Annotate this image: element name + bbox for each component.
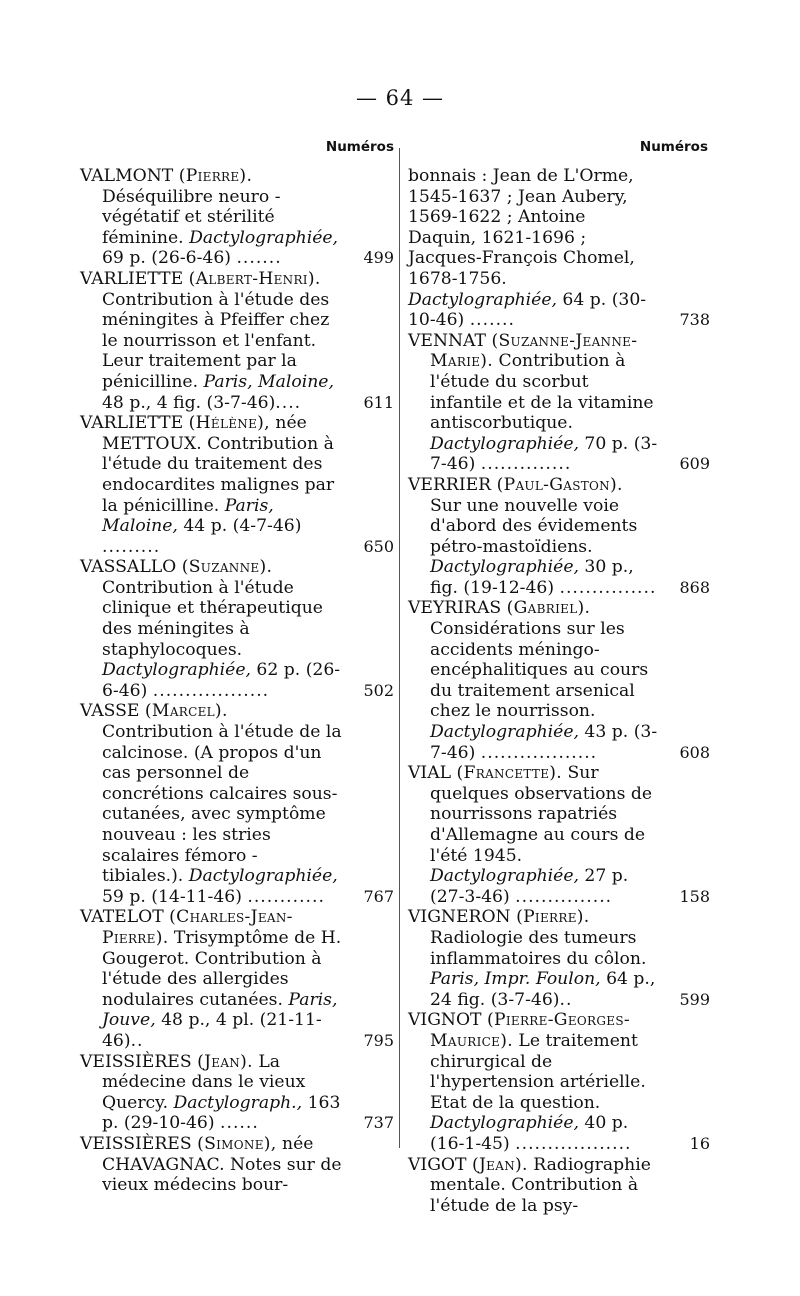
- leader-dots: ...............: [515, 886, 613, 907]
- thesis-entry: [408, 763, 708, 907]
- author-given-name: (Marcel).: [144, 701, 228, 722]
- author-given-name: (Francette).: [456, 763, 563, 784]
- leader-dots: ...............: [559, 577, 657, 598]
- thesis-details: 64 p. (30-10-46): [408, 289, 647, 331]
- publication-info: Paris, Maloine,: [203, 371, 334, 392]
- leader-dots: ..............: [480, 454, 572, 475]
- leader-dots: ......: [220, 1113, 259, 1134]
- publication-info: Paris, Jouve,: [102, 989, 338, 1031]
- thesis-details: 48 p., 4 fig. (3-7-46): [102, 392, 276, 413]
- thesis-entry: [408, 475, 708, 599]
- publication-info: Paris, Maloine,: [102, 495, 274, 537]
- author-given-name: (Paul-Gaston).: [496, 474, 623, 495]
- thesis-details: 69 p. (26-6-46): [102, 248, 237, 269]
- thesis-entry: [408, 1155, 708, 1217]
- publication-info: Dactylographiée,: [430, 433, 579, 454]
- author-given-name: (Hélène),: [188, 413, 270, 434]
- thesis-number: 158: [679, 886, 710, 906]
- thesis-title: Radiologie des tumeurs inflammatoires du côlon.: [430, 927, 647, 969]
- author-surname: VATELOT: [80, 907, 164, 928]
- author-surname: VIGNERON: [408, 907, 511, 928]
- column-divider: [399, 148, 400, 1148]
- thesis-title: Trisymptôme de H. Gougerot. Contribution à l'étude des allergides nodulaires cutanées.: [102, 927, 342, 1010]
- author-surname: VEISSIÈRES: [80, 1051, 192, 1072]
- publication-info: Dactylographiée,: [102, 660, 251, 681]
- thesis-title: Contribution à l'étude des méningites à Pfeiffer chez le nourrisson et l'enfant. Leur traitement par la pénicilline.: [102, 289, 330, 392]
- thesis-entry: [408, 1010, 708, 1154]
- thesis-number: 650: [363, 536, 394, 556]
- leader-dots: ..: [559, 989, 573, 1010]
- thesis-number: 868: [679, 577, 710, 597]
- thesis-number: 738: [679, 310, 710, 330]
- thesis-entry: [408, 331, 708, 475]
- leader-dots: .........: [102, 536, 161, 557]
- publication-info: Paris, Impr. Foulon,: [430, 969, 601, 990]
- thesis-title: Considérations sur les accidents méningo-encéphalitiques au cours du traitement arsenical chez le nourrisson.: [430, 619, 649, 722]
- thesis-entry: [80, 1052, 394, 1134]
- thesis-entry: [80, 1134, 394, 1196]
- publication-info: Dactylographiée,: [430, 722, 579, 743]
- thesis-title: bonnais : Jean de L'Orme, 1545-1637 ; Jean Aubery, 1569-1622 ; Antoine Daquin, 1621-1696 ; Jacques-François Chomel, 1678-1756.: [408, 166, 635, 289]
- thesis-number: 502: [363, 680, 394, 700]
- thesis-details: 59 p. (14-11-46): [102, 886, 248, 907]
- thesis-details: 40 p. (16-1-45): [430, 1113, 629, 1154]
- author-surname: VENNAT: [408, 330, 486, 351]
- thesis-number: 16: [689, 1133, 710, 1153]
- numeros-header: Numéros: [325, 139, 394, 155]
- thesis-entry: [80, 269, 394, 413]
- author-surname: VEISSIÈRES: [80, 1133, 192, 1154]
- author-given-name: (Suzanne-Jeanne-Marie).: [430, 330, 638, 372]
- thesis-number: 737: [363, 1113, 394, 1133]
- thesis-number: 599: [679, 989, 710, 1009]
- author-surname: VEYRIRAS: [408, 598, 502, 619]
- author-given-name: (Pierre).: [178, 166, 253, 186]
- publication-info: Dactylographiée,: [430, 866, 579, 887]
- leader-dots: ..: [130, 1030, 144, 1051]
- thesis-entry: [80, 907, 394, 1051]
- entry-list: [408, 166, 708, 1216]
- publication-info: Dactylographiée,: [188, 866, 338, 887]
- author-given-name: (Gabriel).: [506, 598, 591, 619]
- thesis-title: Radiographie mentale. Contribution à l'étude de la psy-: [430, 1154, 651, 1216]
- leader-dots: ..................: [480, 742, 598, 763]
- author-given-name: (Jean).: [197, 1051, 253, 1072]
- author-surname: VALMONT: [80, 166, 174, 186]
- author-surname: VASSALLO: [80, 557, 177, 578]
- author-surname: VIAL: [408, 763, 452, 784]
- thesis-title: Sur une nouvelle voie d'abord des évidements pétro-mastoïdiens.: [430, 495, 638, 557]
- thesis-title: Contribution à l'étude de la calcinose. (A propos d'un cas personnel de concrétions calcaires sous-cutanées, avec symptôme nouveau : les stries scalaires fémoro - tibiales.).: [102, 722, 342, 887]
- author-given-name: (Pierre-Georges-Maurice).: [430, 1010, 630, 1051]
- leader-dots: .......: [236, 248, 282, 269]
- page-number: — 64 —: [355, 86, 445, 110]
- thesis-details: 70 p. (3-7-46): [430, 433, 658, 475]
- thesis-details: 27 p. (27-3-46): [430, 866, 629, 907]
- thesis-title: née METTOUX. Contribution à l'étude du traitement des endocardites malignes par la pénicilline.: [102, 413, 335, 516]
- thesis-number: 767: [363, 886, 394, 906]
- author-given-name: (Charles-Jean-Pierre).: [102, 907, 293, 948]
- thesis-entry: [408, 598, 708, 763]
- thesis-details: 48 p., 4 pl. (21-11-46): [102, 1010, 322, 1051]
- thesis-details: 64 p., 24 fig. (3-7-46): [430, 969, 656, 1010]
- thesis-number: 499: [363, 248, 394, 268]
- left-column: [80, 136, 394, 1196]
- thesis-title: Contribution à l'étude du scorbut infantile et de la vitamine antiscorbutique.: [430, 351, 654, 434]
- author-given-name: (Jean).: [471, 1154, 528, 1175]
- publication-info: Dactylographiée,: [189, 227, 339, 248]
- author-surname: VERRIER: [408, 474, 492, 495]
- leader-dots: .......: [469, 310, 515, 331]
- thesis-number: 608: [679, 742, 710, 762]
- thesis-details: 44 p. (4-7-46): [177, 516, 302, 537]
- thesis-number: 611: [363, 392, 394, 412]
- thesis-title: Le traitement chirurgical de l'hypertension artérielle. Etat de la question.: [430, 1030, 646, 1113]
- thesis-title: Contribution à l'étude clinique et thérapeutique des méningites à staphylocoques.: [102, 577, 323, 660]
- thesis-number: 609: [679, 454, 710, 474]
- thesis-details: 30 p., fig. (19-12-46): [430, 557, 634, 598]
- right-column: [408, 136, 708, 1216]
- thesis-title: Sur quelques observations de nourrissons rapatriés d'Allemagne au cours de l'été 1945.: [430, 763, 653, 866]
- thesis-entry: [80, 166, 394, 269]
- thesis-entry: [408, 166, 708, 331]
- thesis-title: La médecine dans le vieux Quercy.: [102, 1051, 306, 1113]
- thesis-title: Déséquilibre neuro - végétatif et stérilité féminine.: [102, 186, 281, 248]
- author-given-name: (Pierre).: [516, 907, 590, 928]
- publication-info: Dactylograph.,: [173, 1092, 303, 1113]
- author-surname: VIGOT: [408, 1154, 467, 1175]
- thesis-entry: [80, 413, 394, 557]
- thesis-title: née CHAVAGNAC. Notes sur de vieux médecins bour-: [102, 1133, 342, 1196]
- author-given-name: (Simone),: [197, 1133, 277, 1154]
- thesis-entry: [408, 907, 708, 1010]
- thesis-details: 163 p. (29-10-46): [102, 1092, 341, 1134]
- numeros-header: Numéros: [639, 139, 708, 155]
- entry-list: [80, 166, 394, 1196]
- publication-info: Dactylographiée,: [408, 289, 557, 310]
- author-surname: VASSE: [80, 701, 140, 722]
- thesis-entry: [80, 701, 394, 907]
- thesis-details: 43 p. (3-7-46): [430, 722, 658, 763]
- author-given-name: (Albert-Henri).: [188, 268, 321, 289]
- thesis-number: 795: [363, 1030, 394, 1050]
- leader-dots: ....: [275, 392, 302, 413]
- author-surname: VIGNOT: [408, 1010, 482, 1031]
- publication-info: Dactylographiée,: [430, 1113, 579, 1134]
- publication-info: Dactylographiée,: [430, 557, 579, 578]
- author-surname: VARLIETTE: [80, 268, 184, 289]
- leader-dots: ............: [247, 886, 325, 907]
- thesis-entry: [80, 557, 394, 701]
- leader-dots: ..................: [515, 1133, 632, 1154]
- author-given-name: (Suzanne).: [181, 557, 273, 578]
- leader-dots: ..................: [152, 680, 270, 701]
- thesis-details: 62 p. (26-6-46): [102, 660, 341, 701]
- author-surname: VARLIETTE: [80, 413, 184, 434]
